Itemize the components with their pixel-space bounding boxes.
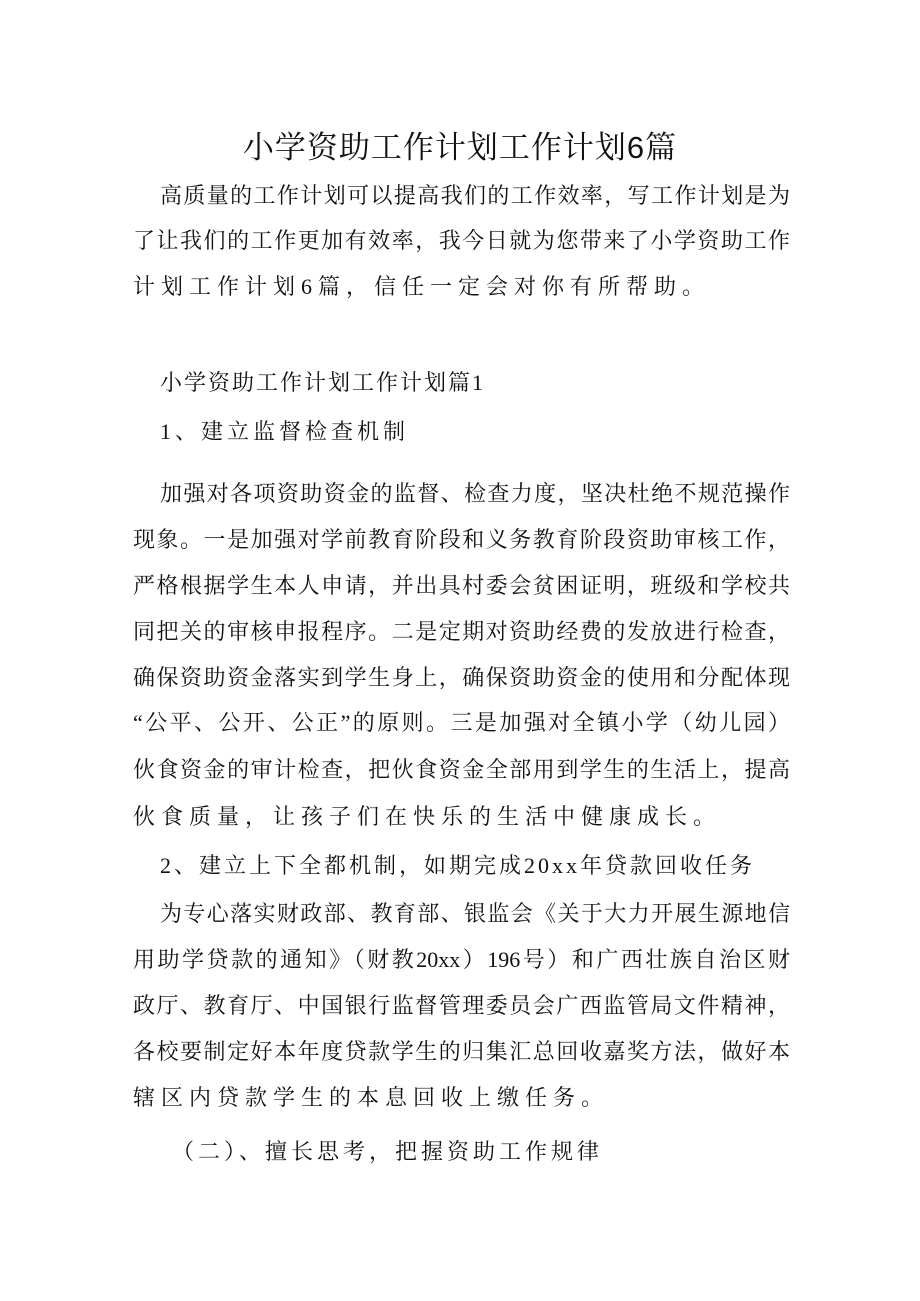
- body-line: 现象。一是加强对学前教育阶段和义务教育阶段资助审核工作，: [133, 527, 790, 552]
- item1-heading: 1、建立监督检查机制: [160, 419, 410, 444]
- body-line: 加强对各项资助资金的监督、检查力度，坚决杜绝不规范操作: [160, 481, 790, 506]
- body-line: 各校要制定好本年度贷款学生的归集汇总回收嘉奖方法，做好本: [133, 1039, 790, 1064]
- item2-heading: 2、建立上下全都机制，如期完成20xx年贷款回收任务: [160, 853, 756, 878]
- subsection-heading: （二）、擅长思考，把握资助工作规律: [172, 1139, 604, 1164]
- body-line: 伙食资金的审计检查，把伙食资金全部用到学生的生活上，提高: [133, 757, 790, 782]
- body-line: 伙食质量，让孩子们在快乐的生活中健康成长。: [133, 804, 722, 829]
- body-line: 严格根据学生本人申请，并出具村委会贫困证明，班级和学校共: [133, 573, 790, 598]
- section-heading: 小学资助工作计划工作计划篇1: [160, 370, 486, 395]
- document-title: 小学资助工作计划工作计划6篇: [242, 130, 678, 165]
- body-line: 用助学贷款的通知》（财教20xx）196号）和广西壮族自治区财: [133, 947, 790, 972]
- body-line: 政厅、教育厅、中国银行监督管理委员会广西监管局文件精神，: [133, 993, 790, 1018]
- intro-line: 高质量的工作计划可以提高我们的工作效率，写工作计划是为: [160, 183, 790, 208]
- body-line: 辖区内贷款学生的本息回收上缴任务。: [133, 1085, 610, 1110]
- body-line: 同把关的审核申报程序。二是定期对资助经费的发放进行检查，: [133, 619, 790, 644]
- intro-line: 了让我们的工作更加有效率，我今日就为您带来了小学资助工作: [133, 228, 790, 253]
- intro-line: 计划工作计划6篇，信任一定会对你有所帮助。: [133, 274, 711, 299]
- body-line: “公平、公开、公正”的原则。三是加强对全镇小学（幼儿园）: [133, 710, 790, 735]
- body-line: 确保资助资金落实到学生身上，确保资助资金的使用和分配体现: [133, 665, 790, 690]
- body-line: 为专心落实财政部、教育部、银监会《关于大力开展生源地信: [160, 901, 790, 926]
